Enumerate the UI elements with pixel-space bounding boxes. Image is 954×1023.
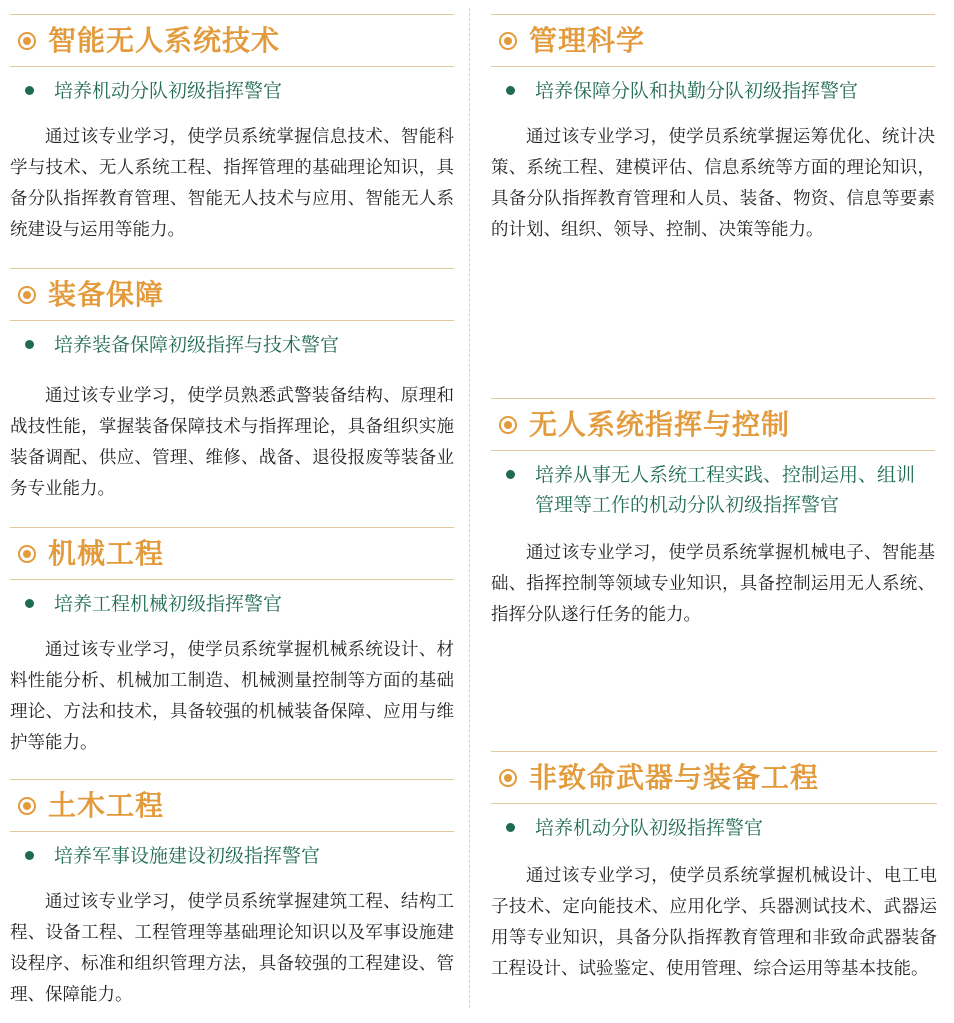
section-body: 通过该专业学习，使学员系统掌握运筹优化、统计决策、系统工程、建模评估、信息系统等方面的理论知识，具备分队指挥教育管理和人员、装备、物资、信息等要素的计划、组织、领导、控制、决策等能力。: [491, 127, 935, 240]
section-rule-top: [10, 779, 454, 780]
section-body: 通过该专业学习，使学员系统掌握机械设计、电工电子技术、定向能技术、应用化学、兵器测试技术、武器运用等专业知识，具备分队指挥教育管理和非致命武器装备工程设计、试验鉴定、使用管理、综合运用等基本技能。: [491, 866, 937, 979]
section-body: 通过该专业学习，使学员系统掌握建筑工程、结构工程、设备工程、工程管理等基础理论知识以及军事设施建设程序、标准和组织管理方法，具备较强的工程建设、管理、保障能力。: [10, 892, 454, 1005]
dot-bullet-icon: [506, 823, 515, 832]
target-bullet-icon: [18, 545, 36, 563]
target-bullet-icon: [18, 286, 36, 304]
dot-bullet-icon: [25, 851, 34, 860]
section-subtitle: 培养机动分队初级指挥警官: [54, 80, 283, 102]
column-divider: [469, 8, 470, 1008]
section-subtitle: 培养机动分队初级指挥警官: [535, 817, 764, 839]
section-rule-top: [491, 398, 935, 399]
dot-bullet-icon: [506, 86, 515, 95]
section-civil-engineering: [10, 779, 454, 1019]
section-title: 无人系统指挥与控制: [529, 408, 791, 441]
section-rule-bottom: [10, 579, 454, 580]
section-rule-bottom: [10, 320, 454, 321]
section-subtitle: 培养装备保障初级指挥与技术警官: [54, 334, 340, 356]
section-title: 土木工程: [48, 789, 165, 822]
section-subtitle: 培养从事无人系统工程实践、控制运用、组训管理等工作的机动分队初级指挥警官: [535, 464, 916, 516]
section-body: 通过该专业学习，使学员熟悉武警装备结构、原理和战技性能，掌握装备保障技术与指挥理论，具备组织实施装备调配、供应、管理、维修、战备、退役报废等装备业务专业能力。: [10, 386, 454, 499]
target-bullet-icon: [18, 797, 36, 815]
dot-bullet-icon: [506, 470, 515, 479]
section-subtitle: 培养军事设施建设初级指挥警官: [54, 845, 321, 867]
section-subtitle: 培养保障分队和执勤分队初级指挥警官: [535, 80, 859, 102]
dot-bullet-icon: [25, 86, 34, 95]
dot-bullet-icon: [25, 340, 34, 349]
section-subtitle: 培养工程机械初级指挥警官: [54, 593, 283, 615]
section-title: 非致命武器与装备工程: [529, 761, 820, 794]
dot-bullet-icon: [25, 599, 34, 608]
section-title: 装备保障: [48, 278, 165, 311]
section-rule-top: [491, 14, 935, 15]
target-bullet-icon: [499, 769, 517, 787]
section-body: 通过该专业学习，使学员系统掌握信息技术、智能科学与技术、无人系统工程、指挥管理的基础理论知识，具备分队指挥教育管理、智能无人技术与应用、智能无人系统建设与运用等能力。: [10, 127, 454, 240]
section-rule-bottom: [10, 66, 454, 67]
section-mechanical-engineering: [10, 527, 454, 762]
section-intelligent-unmanned-systems: [10, 14, 454, 249]
target-bullet-icon: [499, 416, 517, 434]
section-nonlethal-weapons: [491, 751, 937, 1021]
section-title: 机械工程: [48, 537, 165, 570]
section-rule-top: [10, 14, 454, 15]
section-rule-bottom: [491, 450, 935, 451]
target-bullet-icon: [499, 32, 517, 50]
section-rule-bottom: [491, 803, 937, 804]
section-rule-top: [491, 751, 937, 752]
section-body: 通过该专业学习，使学员系统掌握机械电子、智能基础、指挥控制等领域专业知识，具备控制运用无人系统、指挥分队遂行任务的能力。: [491, 543, 935, 625]
section-rule-bottom: [10, 831, 454, 832]
section-title: 管理科学: [529, 24, 646, 57]
section-management-science: [491, 14, 935, 284]
section-equipment-support: [10, 268, 454, 508]
section-rule-top: [10, 527, 454, 528]
section-rule-bottom: [491, 66, 935, 67]
target-bullet-icon: [18, 32, 36, 50]
section-title: 智能无人系统技术: [48, 24, 281, 57]
section-rule-top: [10, 268, 454, 269]
section-unmanned-command-control: [491, 398, 935, 638]
section-body: 通过该专业学习，使学员系统掌握机械系统设计、材料性能分析、机械加工制造、机械测量控制等方面的基础理论、方法和技术，具备较强的机械装备保障、应用与维护等能力。: [10, 640, 454, 753]
